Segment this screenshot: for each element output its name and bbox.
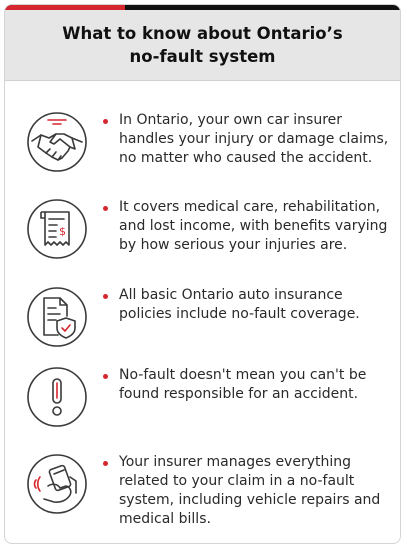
bullet xyxy=(103,119,108,124)
list-item-text: Your insurer manages everything related to your claim in a no-fault system, including vehicle repairs and medical bills. xyxy=(119,454,381,527)
bullet xyxy=(103,294,108,299)
card-header xyxy=(5,10,400,81)
list-item-text: In Ontario, your own car insurer handles your injury or damage claims, no matter who caused the accident. xyxy=(119,112,389,166)
handshake-icon xyxy=(26,111,88,173)
info-card xyxy=(4,4,401,544)
receipt-icon xyxy=(26,198,88,260)
list-item-text: It covers medical care, rehabilitation, and lost income, with benefits varying by how serious your injuries are. xyxy=(119,199,388,253)
bullet xyxy=(103,206,108,211)
document-shield-icon xyxy=(26,286,88,348)
contactless-payment-icon xyxy=(26,453,88,515)
list-item-text: All basic Ontario auto insurance policies include no-fault coverage. xyxy=(119,287,360,322)
card-title-line-1: What to know about Ontario’s xyxy=(62,24,343,43)
list-item-text: No-fault doesn't mean you can't be found responsible for an accident. xyxy=(119,367,367,402)
bullet xyxy=(103,461,108,466)
bullet xyxy=(103,374,108,379)
svg-text:$: $ xyxy=(59,225,66,238)
exclamation-icon xyxy=(26,366,88,428)
card-title xyxy=(43,22,363,68)
card-title-line-2: no-fault system xyxy=(129,47,276,66)
